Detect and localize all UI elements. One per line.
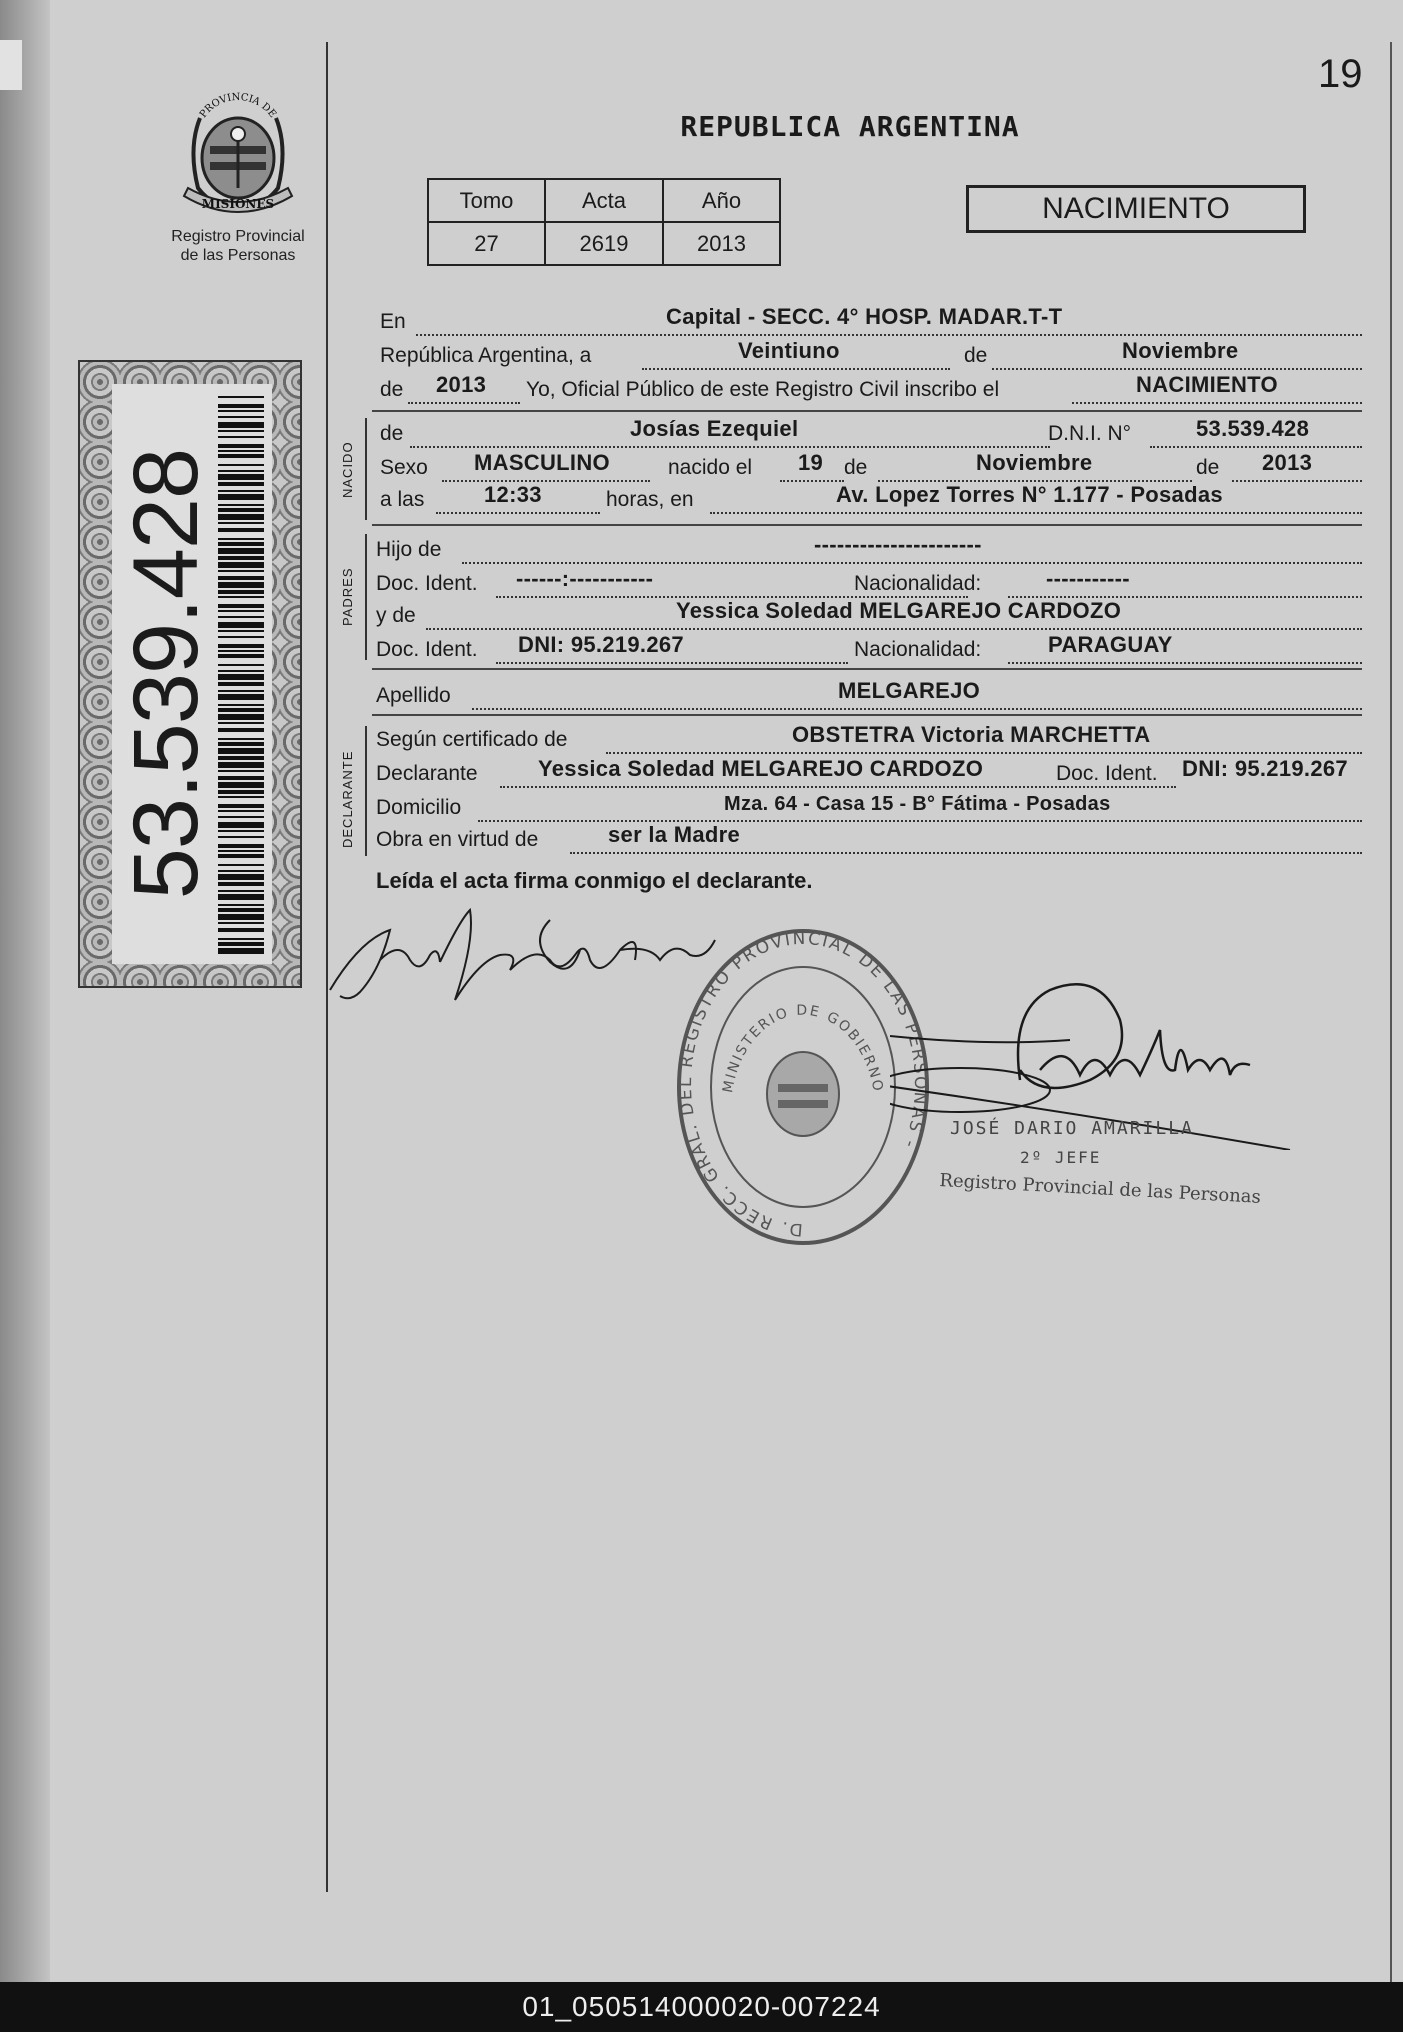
declarant-doc-value: DNI: 95.219.267	[1182, 756, 1348, 781]
father-doc-value: ------:-----------	[516, 566, 654, 591]
birth-day-value: 19	[798, 450, 824, 475]
country-label: República Argentina, a	[380, 344, 592, 367]
de-name-label: de	[380, 422, 404, 445]
official-role: 2º JEFE	[1020, 1148, 1102, 1167]
closing-statement: Leída el acta firma conmigo el declarante.	[376, 868, 813, 893]
certificate-value: OBSTETRA Victoria MARCHETTA	[792, 722, 1151, 747]
day-value: Veintiuno	[738, 338, 840, 363]
section-label-padres: PADRES	[340, 567, 355, 626]
domicilio-label: Domicilio	[376, 796, 462, 819]
de-label: de	[964, 344, 988, 367]
field-row-mother	[376, 600, 1362, 630]
field-row-name	[380, 418, 1362, 448]
mother-value: Yessica Soledad MELGAREJO CARDOZO	[676, 598, 1122, 623]
section-bracket	[365, 534, 367, 660]
field-row-father-doc	[376, 568, 1362, 598]
table-value-ano: 2013	[663, 222, 780, 265]
page-title: REPUBLICA ARGENTINA	[680, 110, 1020, 143]
father-value: ----------------------	[814, 532, 982, 557]
barcode-sticker	[78, 360, 302, 988]
section-bracket	[365, 418, 367, 520]
official-organization: Registro Provincial de las Personas	[938, 1170, 1262, 1208]
apellido-label: Apellido	[376, 684, 451, 707]
field-row-reason	[376, 824, 1362, 854]
act-value: NACIMIENTO	[1136, 372, 1278, 397]
field-row-year	[380, 374, 1362, 404]
dni-label: D.N.I. N°	[1048, 422, 1132, 445]
section-divider	[372, 524, 1362, 526]
mother-doc-value: DNI: 95.219.267	[518, 632, 684, 657]
surname-value: MELGAREJO	[838, 678, 981, 703]
birth-month-value: Noviembre	[976, 450, 1093, 475]
record-type-box: NACIMIENTO	[966, 185, 1306, 233]
de-label-3: de	[1196, 456, 1220, 479]
sexo-value: MASCULINO	[474, 450, 610, 475]
en-label: En	[380, 310, 406, 333]
field-row-birth	[380, 452, 1362, 482]
provincial-seal-icon	[178, 88, 298, 223]
field-row-surname	[376, 680, 1362, 710]
page-number: 19	[1318, 52, 1363, 96]
reason-value: ser la Madre	[608, 822, 741, 847]
field-row-place	[380, 306, 1362, 336]
doc-label-2: Doc. Ident.	[376, 638, 478, 661]
section-label-nacido: NACIDO	[340, 441, 355, 498]
address-value: Mza. 64 - Casa 15 - B° Fátima - Posadas	[724, 793, 1111, 815]
section-divider	[372, 410, 1362, 412]
doc-label: Doc. Ident.	[376, 572, 478, 595]
hijo-label: Hijo de	[376, 538, 442, 561]
decl-doc-label: Doc. Ident.	[1056, 762, 1158, 785]
table-value-acta: 2619	[545, 222, 663, 265]
field-row-declarant	[376, 758, 1362, 788]
field-row-mother-doc	[376, 634, 1362, 664]
section-divider	[372, 714, 1362, 716]
table-header-tomo: Tomo	[428, 179, 545, 222]
field-row-father	[376, 534, 1362, 564]
place-value: Capital - SECC. 4° HOSP. MADAR.T-T	[666, 304, 1063, 329]
horas-label: horas, en	[606, 488, 694, 511]
barcode-icon	[218, 394, 264, 954]
footer-filename: 01_050514000020-007224	[0, 1982, 1403, 2032]
right-edge-rule	[1390, 42, 1392, 1982]
de-label-2: de	[844, 456, 868, 479]
birth-year-value: 2013	[1262, 450, 1313, 475]
nacionalidad-label: Nacionalidad:	[854, 572, 982, 595]
mother-nationality-value: PARAGUAY	[1048, 632, 1173, 657]
field-row-certificate	[376, 724, 1362, 754]
yde-label: y de	[376, 604, 416, 627]
table-header-ano: Año	[663, 179, 780, 222]
sexo-label: Sexo	[380, 456, 428, 479]
table-value-tomo: 27	[428, 222, 545, 265]
section-label-declarante: DECLARANTE	[340, 750, 355, 848]
section-divider	[372, 668, 1362, 670]
field-row-address	[376, 792, 1362, 822]
registry-table	[427, 178, 781, 266]
child-name-value: Josías Ezequiel	[630, 416, 799, 441]
declarant-value: Yessica Soledad MELGAREJO CARDOZO	[538, 756, 984, 781]
father-nationality-value: -----------	[1046, 566, 1130, 591]
time-value: 12:33	[484, 482, 542, 507]
svg-text:PROVINCIA DE: PROVINCIA DE	[197, 91, 279, 121]
registry-logo	[148, 88, 328, 265]
cert-label: Según certificado de	[376, 728, 568, 751]
logo-caption-line1: Registro Provincial	[171, 228, 305, 245]
birth-place-value: Av. Lopez Torres N° 1.177 - Posadas	[836, 482, 1223, 507]
logo-caption-line2: de las Personas	[180, 247, 296, 264]
nacionalidad-label-2: Nacionalidad:	[854, 638, 982, 661]
page-binding-edge	[0, 0, 50, 1982]
month-value: Noviembre	[1122, 338, 1239, 363]
declarant-signature	[320, 900, 720, 1015]
statement-text: Yo, Oficial Público de este Registro Civil inscribo el	[526, 378, 1000, 401]
alas-label: a las	[380, 488, 425, 511]
nacido-label: nacido el	[668, 456, 753, 479]
official-name: JOSÉ DARIO AMARILLA	[950, 1118, 1194, 1139]
field-row-date	[380, 340, 1362, 370]
table-header-acta: Acta	[545, 179, 663, 222]
svg-text:MISIONES: MISIONES	[201, 197, 275, 211]
obra-label: Obra en virtud de	[376, 828, 539, 851]
svg-text:D. RECC. GRAL. DEL REGISTRO PR: D. RECC. GRAL. DEL REGISTRO PROVINCIAL DE LAS PERSONAS -	[675, 928, 931, 1240]
svg-text:MINISTERIO DE GOBIERNO: MINISTERIO DE GOBIERNO	[720, 1002, 886, 1095]
child-dni-value: 53.539.428	[1196, 416, 1310, 441]
de2-label: de	[380, 378, 404, 401]
year-value: 2013	[436, 372, 487, 397]
declarante-label: Declarante	[376, 762, 478, 785]
field-row-time	[380, 484, 1362, 514]
barcode-number: 53.539.428	[115, 448, 217, 900]
section-bracket	[365, 726, 367, 856]
